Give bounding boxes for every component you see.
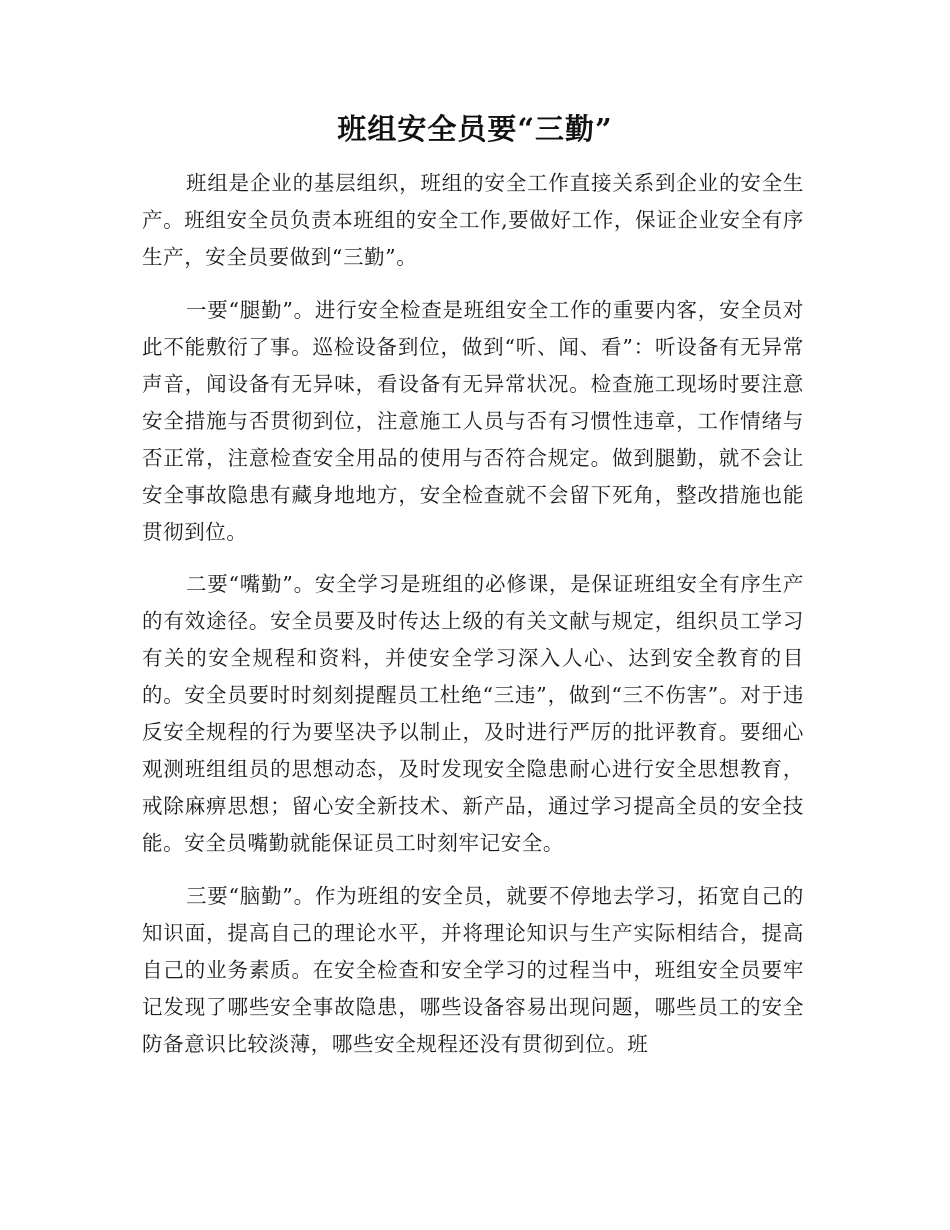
paragraph-intro: 班组是企业的基层组织，班组的安全工作直接关系到企业的安全生产。班组安全员负责本班组的安全工作,要做好工作，保证企业安全有序生产，安全员要做到“三勤”。 xyxy=(142,171,804,269)
paragraph-leg-diligence: 一要“腿勤”。进行安全检查是班组安全工作的重要内客，安全员对此不能敷衍了事。巡检设备到位，做到“听、闻、看”：听设备有无异常声音，闻设备有无异味，看设备有无异常状况。检查施工现场时要注意安全措施与否贯彻到位，注意施工人员与否有习惯性违章，工作情绪与否正常，注意检查安全用品的使用与否符合规定。做到腿勤，就不会让安全事故隐患有藏身地地方，安全检查就不会留下死角，整改措施也能贯彻到位。 xyxy=(142,298,804,544)
paragraph-brain-diligence: 三要“脑勤”。作为班组的安全员，就要不停地去学习，拓宽自己的知识面，提高自己的理论水平，并将理论知识与生产实际相结合，提高自己的业务素质。在安全检查和安全学习的过程当中，班组安全员要牢记发现了哪些安全事故隐患，哪些设备容易出现问题，哪些员工的安全防备意识比较淡薄，哪些安全规程还没有贯彻到位。班 xyxy=(142,884,804,1056)
paragraph-mouth-diligence: 二要“嘴勤”。安全学习是班组的必修课，是保证班组安全有序生产的有效途径。安全员要及时传达上级的有关文献与规定，组织员工学习有关的安全规程和资料，并使安全学习深入人心、达到安全教育的目的。安全员要时时刻刻提醒员工杜绝“三违”，做到“三不伤害”。对于违反安全规程的行为要坚决予以制止，及时进行严厉的批评教育。要细心观测班组组员的思想动态，及时发现安全隐患耐心进行安全思想教育，戒除麻痹思想；留心安全新技术、新产品，通过学习提高全员的安全技能。安全员嘴勤就能保证员工时刻牢记安全。 xyxy=(142,572,804,855)
document-title: 班组安全员要“三勤” xyxy=(337,112,613,146)
